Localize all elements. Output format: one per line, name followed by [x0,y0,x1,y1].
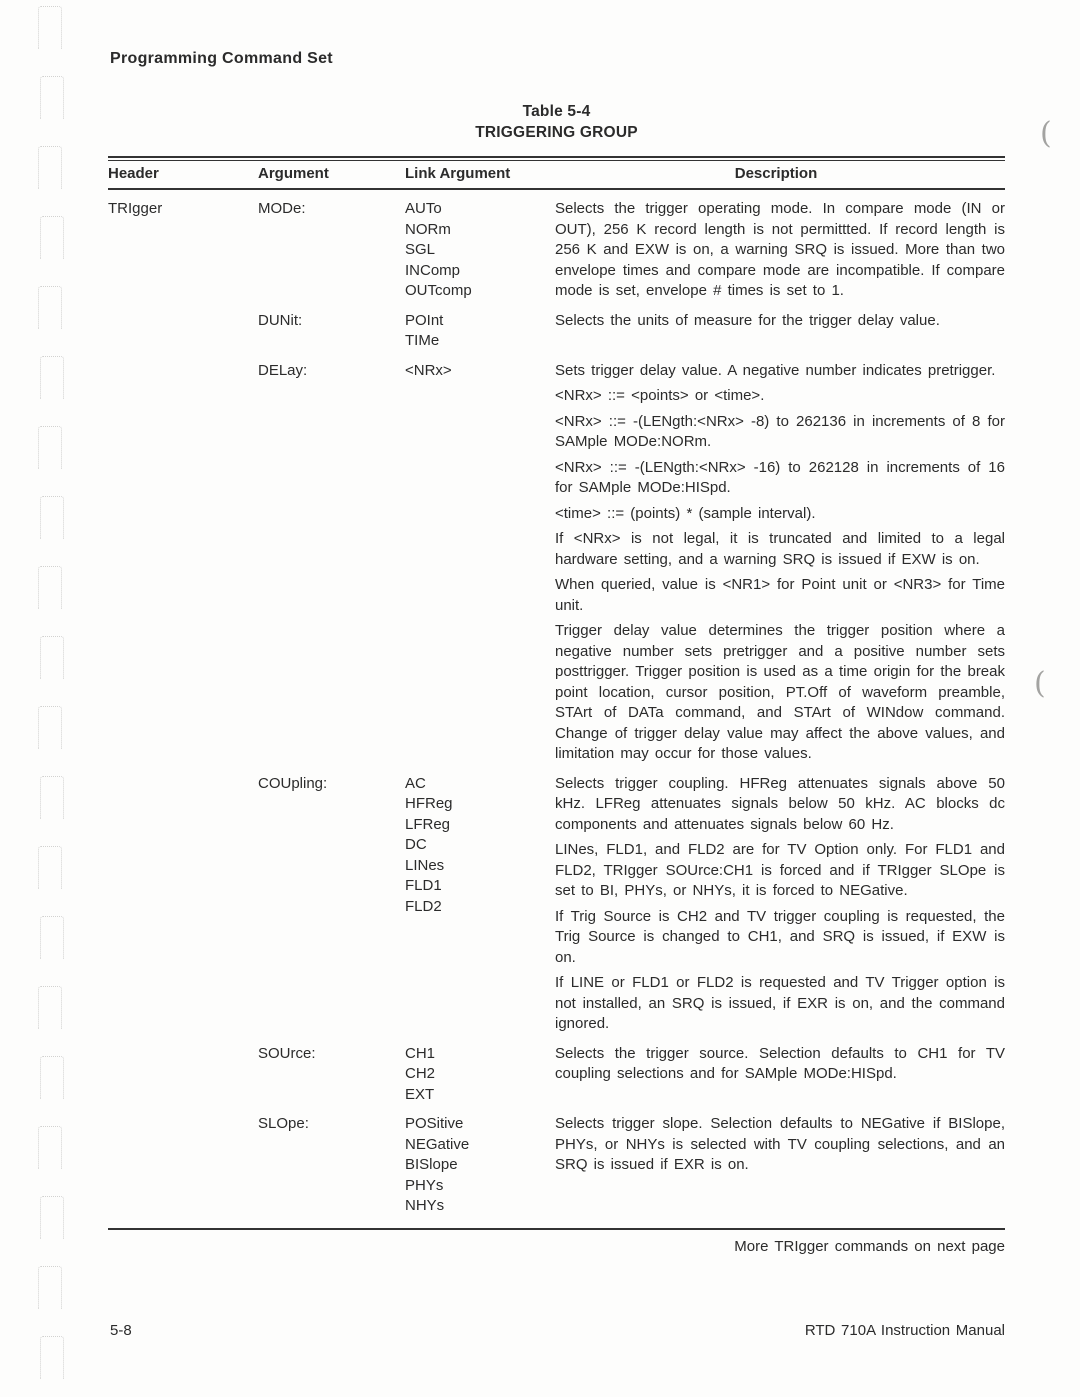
table-group-title: TRIGGERING GROUP [475,124,638,141]
description-paragraph: If LINE or FLD1 or FLD2 is requested and TV Trigger option is not installed, an SRQ is issued, if EXR is on, and the command ignored. [555,974,1005,1032]
link-argument: DC [405,836,427,853]
row-link-arguments [405,1114,555,1217]
binding-mark [40,1336,64,1379]
binding-mark [40,1196,64,1239]
scan-artifact-paren: ( [1040,116,1052,151]
binding-mark [40,636,64,679]
table-row [108,1044,1005,1106]
description-paragraph: Selects the trigger source. Selection defaults to CH1 for TV coupling selections and for SAMple MODe:HISpd. [555,1044,1005,1082]
row-description [555,774,1005,1035]
table-row [108,311,1005,352]
table-row [108,199,1005,302]
table-row [108,1114,1005,1217]
description-paragraph: <time> ::= (points) * (sample interval). [555,504,816,522]
description-paragraph: Selects the units of measure for the trigger delay value. [555,311,940,329]
link-argument: BISlope [405,1156,458,1173]
row-header [108,774,258,1035]
binding-mark [38,286,62,329]
description-paragraph: If Trig Source is CH2 and TV trigger coupling is requested, the Trig Source is changed to CH1, and SRQ is issued, if EXW is on. [555,907,1005,966]
link-argument: PHYs [405,1176,444,1194]
binding-mark [38,146,62,189]
column-header-header: Header [108,164,159,182]
column-header-description: Description [734,164,818,182]
description-paragraph: <NRx> ::= -(LENgth:<NRx> -16) to 262128 in increments of 16 for SAMple MODe:HISpd. [555,458,1005,496]
link-argument: NEGative [405,1135,470,1153]
link-argument: OUTcomp [405,282,472,299]
description-paragraph: If <NRx> is not legal, it is truncated and limited to a legal hardware setting, and a warning SRQ is issued if EXW is on. [555,530,1005,568]
row-argument: MODe: [258,200,306,217]
link-argument: POInt [405,311,444,329]
description-paragraph: Selects trigger slope. Selection defaults to NEGative if BISlope, PHYs, or NHYs is selected with TV coupling selections, and an SRQ is issued if EXR is on. [555,1115,1005,1173]
column-header-link-argument: Link Argument [405,164,511,182]
link-argument: CH1 [405,1044,436,1062]
table-body [108,190,1005,1230]
column-header-argument: Argument [258,164,329,182]
row-header: TRIgger [108,200,163,217]
row-description [555,361,1005,765]
link-argument: <NRx> [405,361,452,379]
row-link-arguments [405,311,555,352]
description-paragraph: <NRx> ::= <points> or <time>. [555,387,765,404]
table-row [108,361,1005,765]
row-header [108,361,258,765]
binding-mark [40,356,64,399]
binding-mark [38,566,62,609]
binding-mark [40,496,64,539]
link-argument: LFReg [405,815,451,833]
binding-mark [38,1126,62,1169]
link-argument: FLD2 [405,897,442,915]
binding-mark [38,426,62,469]
link-argument: AC [405,774,426,792]
binding-mark [40,216,64,259]
table-title [108,101,1005,143]
binding-mark [40,76,64,119]
row-link-arguments [405,1044,555,1106]
row-description [555,199,1005,302]
page-number: 5-8 [110,1322,132,1339]
binding-mark [38,1266,62,1309]
description-paragraph: <NRx> ::= -(LENgth:<NRx> -8) to 262136 in increments of 8 for SAMple MODe:NORm. [555,412,1005,450]
description-paragraph: Selects the trigger operating mode. In compare mode (IN or OUT), 256 K record length is not permittted. If record length is 256 K and EXW is on, a warning SRQ is issued. More than two envelope times and compare mode are incompatible. If compare mode is set, envelope # times is set to 1. [555,200,1005,299]
binding-mark [38,706,62,749]
binding-mark [40,1056,64,1099]
binding-mark [40,916,64,959]
row-description [555,311,1005,352]
link-argument: TIMe [405,332,440,349]
description-paragraph: Trigger delay value determines the trigger position where a negative number sets pretrigger and a positive number sets posttrigger. Trigger position is used as a time origin for the break point location, cursor position, PT.Off of waveform preamble, STArt of DATa command, and STArt of WINdow command. Change of trigger delay value may affect the above values, and limitation may occur for those values. [555,622,1005,762]
row-argument: DELay: [258,361,308,379]
row-link-arguments [405,361,555,765]
link-argument: LINes [405,856,445,874]
table-header-row [108,160,1005,191]
link-argument: NHYs [405,1197,445,1214]
running-header: Programming Command Set [110,50,333,67]
binding-mark [38,846,62,889]
link-argument: EXT [405,1085,435,1103]
row-description [555,1044,1005,1106]
link-argument: SGL [405,241,436,258]
row-argument: SOUrce: [258,1044,316,1062]
description-paragraph: Sets trigger delay value. A negative number indicates pretrigger. [555,361,996,379]
manual-title: RTD 710A Instruction Manual [804,1322,1005,1339]
row-header [108,1114,258,1217]
continuation-note: More TRIgger commands on next page [734,1237,1005,1255]
link-argument: AUTo [405,200,442,217]
row-header [108,311,258,352]
binding-mark [38,986,62,1029]
row-header [108,1044,258,1106]
row-argument: COUpling: [258,774,328,792]
link-argument: HFReg [405,795,453,812]
scan-artifact-paren: ( [1034,666,1046,701]
binding-mark [40,776,64,819]
table-row [108,774,1005,1035]
row-argument: SLOpe: [258,1115,309,1132]
table-number: Table 5-4 [522,103,591,120]
description-paragraph: When queried, value is <NR1> for Point unit or <NR3> for Time unit. [555,576,1005,614]
command-table [108,156,1005,1257]
row-description [555,1114,1005,1217]
row-link-arguments [405,774,555,1035]
link-argument: INComp [405,261,461,279]
link-argument: FLD1 [405,877,442,894]
link-argument: NORm [405,220,451,238]
link-argument: CH2 [405,1065,436,1082]
description-paragraph: Selects trigger coupling. HFReg attenuates signals above 50 kHz. LFReg attenuates signals below 50 kHz. AC blocks dc components and attenuates signals below 60 Hz. [555,774,1005,833]
row-link-arguments [405,199,555,302]
description-paragraph: LINes, FLD1, and FLD2 are for TV Option only. For FLD1 and FLD2, TRIgger SOUrce:CH1 is forced and if TRIgger SLOpe is set to BI, PHYs, or NHYs, it is forced to NEGative. [555,841,1005,899]
binding-mark [38,6,62,49]
link-argument: POSitive [405,1115,464,1132]
row-argument: DUNit: [258,311,303,329]
